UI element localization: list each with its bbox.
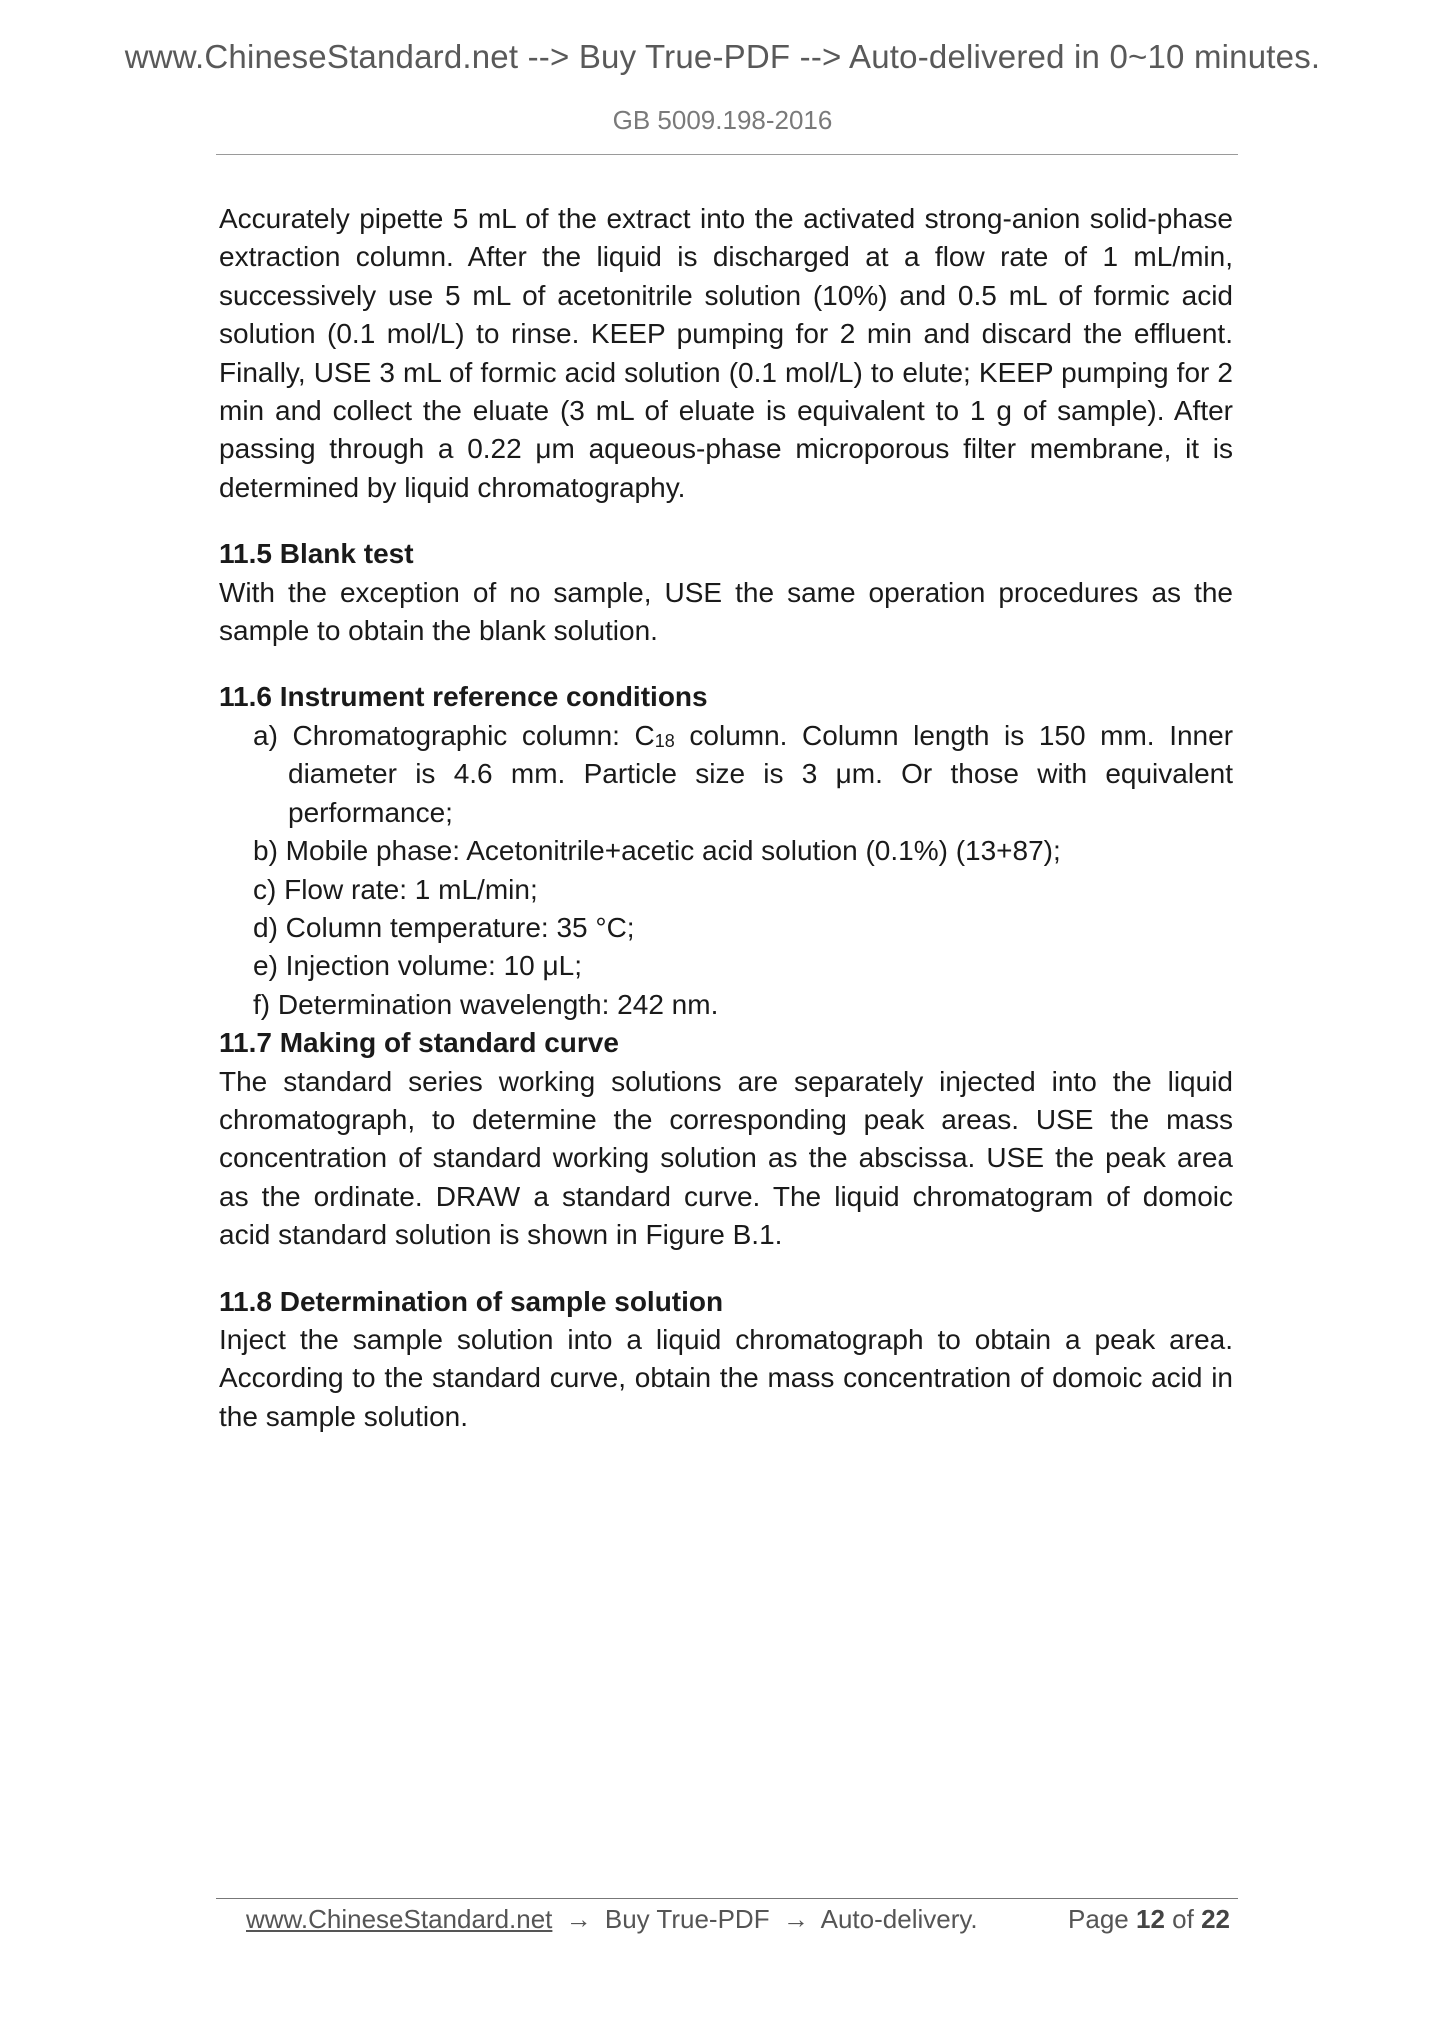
header-divider bbox=[216, 154, 1238, 155]
section-heading-11-5: 11.5 Blank test bbox=[219, 538, 414, 570]
arrow-right-icon: → bbox=[782, 1904, 809, 1934]
section-heading-11-7: 11.7 Making of standard curve bbox=[219, 1027, 619, 1059]
section-text-11-7: The standard series working solutions are separately injected into the liquid chromatograph, to determine the corresponding peak areas. USE the mass concentration of standard working solution as the abscissa. USE the peak area as the ordinate. DRAW a standard curve. The liquid chromatogram of domoic acid standard solution is shown in Figure B.1. bbox=[219, 1065, 1233, 1251]
list-marker-a: a) bbox=[253, 719, 278, 751]
footer-buy-text: Buy True-PDF bbox=[604, 1904, 770, 1934]
arrow-right-icon: → bbox=[565, 1904, 592, 1934]
site-banner: www.ChineseStandard.net --> Buy True-PDF --> Auto-delivered in 0~10 minutes. bbox=[124, 38, 1321, 75]
list-text-a-pre: Chromatographic column: C bbox=[292, 719, 655, 751]
section-heading-11-6: 11.6 Instrument reference conditions bbox=[219, 681, 708, 713]
section-text-11-5: With the exception of no sample, USE the same operation procedures as the sample to obtain the blank solution. bbox=[219, 576, 1233, 647]
page-footer bbox=[246, 1904, 1234, 1935]
list-item-f: f) Determination wavelength: 242 nm. bbox=[253, 988, 719, 1020]
total-pages: 22 bbox=[1201, 1904, 1230, 1934]
intro-paragraph: Accurately pipette 5 mL of the extract into the activated strong-anion solid-phase extraction column. After the liquid is discharged at a flow rate of 1 mL/min, successively use 5 mL of acetonitrile solution (10%) and 0.5 mL of formic acid solution (0.1 mol/L) to rinse. KEEP pumping for 2 min and discard the effluent. Finally, USE 3 mL of formic acid solution (0.1 mol/L) to elute; KEEP pumping for 2 min and collect the eluate (3 mL of eluate is equivalent to 1 g of sample). After passing through a 0.22 μm aqueous-phase microporous filter membrane, it is determined by liquid chromatography. bbox=[219, 203, 1233, 503]
page-number: 12 bbox=[1136, 1904, 1165, 1934]
document-body bbox=[219, 200, 1233, 1464]
list-item-d: d) Column temperature: 35 °C; bbox=[253, 911, 635, 943]
page-indicator bbox=[1068, 1904, 1230, 1935]
list-item-e: e) Injection volume: 10 μL; bbox=[253, 950, 582, 982]
list-item-c: c) Flow rate: 1 mL/min; bbox=[253, 873, 538, 905]
section-heading-11-8: 11.8 Determination of sample solution bbox=[219, 1285, 724, 1317]
subscript-18: 18 bbox=[654, 730, 675, 751]
list-item-b: b) Mobile phase: Acetonitrile+acetic acid solution (0.1%) (13+87); bbox=[253, 835, 1061, 867]
footer-site-link[interactable]: www.ChineseStandard.net bbox=[246, 1904, 553, 1934]
page-label: Page bbox=[1068, 1904, 1129, 1934]
of-label: of bbox=[1172, 1904, 1194, 1934]
section-text-11-8: Inject the sample solution into a liquid chromatograph to obtain a peak area. According to the standard curve, obtain the mass concentration of domoic acid in the sample solution. bbox=[219, 1323, 1233, 1432]
footer-divider bbox=[216, 1898, 1238, 1899]
list-item-a bbox=[219, 717, 1233, 832]
footer-delivery-text: Auto-delivery. bbox=[820, 1904, 978, 1934]
standard-code: GB 5009.198-2016 bbox=[612, 105, 833, 135]
list-text-a-post: column. Column length is 150 mm. Inner diameter is 4.6 mm. Particle size is 3 μm. Or those with equivalent performance; bbox=[288, 719, 1234, 828]
